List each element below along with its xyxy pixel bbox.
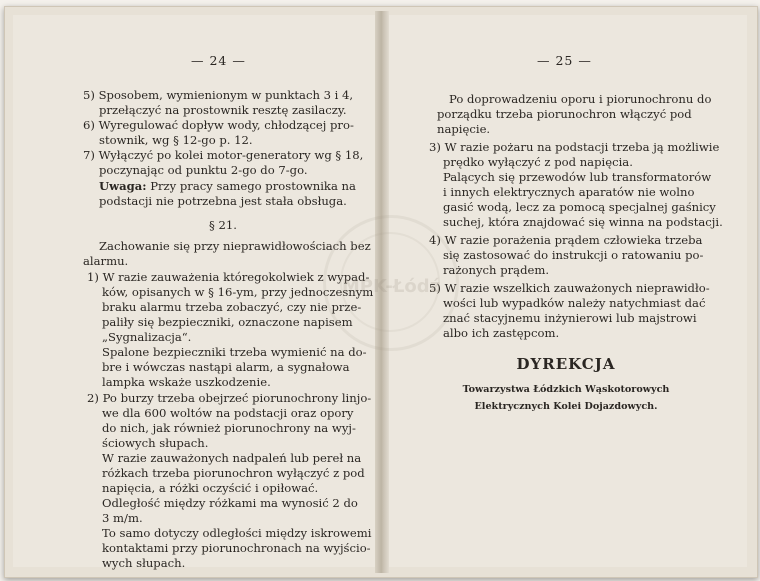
item-7-line2: poczynając od punktu 2-go do 7-go. xyxy=(99,163,308,177)
point1-line: bre i wówczas nastąpi alarm, a sygnałowa xyxy=(102,360,350,374)
point2-line: 2) Po burzy trzeba obejrzeć piorunochrony linjo- xyxy=(87,391,372,405)
continuation-line: napięcie. xyxy=(437,122,491,136)
watermark-stamp xyxy=(323,215,459,351)
item-5-line1: 5) Sposobem, wymienionym w punktach 3 i 4, xyxy=(83,88,354,102)
book-spread xyxy=(4,6,758,578)
note-line1 xyxy=(99,179,356,194)
point5-line: albo ich zastępcom. xyxy=(443,326,560,340)
page-number-left: — 24 — xyxy=(191,53,246,68)
note-line2: podstacji nie potrzebna jest stała obsługa. xyxy=(99,194,347,208)
point3-line: Palących się przewodów lub transformatorów xyxy=(443,170,712,184)
point1-line: ków, opisanych w § 16-ym, przy jednoczesnym xyxy=(102,285,374,299)
continuation-line: porządku trzeba piorunochron włączyć pod xyxy=(437,107,692,121)
point2-line: napięcia, a różki oczyścić i opiłować. xyxy=(102,481,319,495)
intro-line2: alarmu. xyxy=(83,254,129,268)
point1-line: braku alarmu trzeba zobaczyć, czy nie prze- xyxy=(102,300,362,314)
intro-line1: Zachowanie się przy nieprawidłowościach bez xyxy=(99,239,371,253)
point1-line: Spalone bezpieczniki trzeba wymienić na do- xyxy=(102,345,367,359)
note-label: Uwaga: xyxy=(99,179,147,193)
point2-line: we dla 600 woltów na podstacji oraz opory xyxy=(102,406,354,420)
point1-line: paliły się bezpieczniki, oznaczone napisem xyxy=(102,315,353,329)
point3-line: i innych elektrycznych aparatów nie wolno xyxy=(443,185,695,199)
point2-line: To samo dotyczy odległości między iskrowemi xyxy=(102,526,372,540)
note-text-1: Przy pracy samego prostownika na xyxy=(150,179,356,193)
item-6-line1: 6) Wyregulować dopływ wody, chłodzącej pro- xyxy=(83,118,354,132)
section-heading: § 21. xyxy=(209,218,237,232)
point3-line: gasić wodą, lecz za pomocą specjalnej gaśnicy xyxy=(443,200,716,214)
point2-line: wych słupach. xyxy=(102,556,186,570)
point4-line: rażonych prądem. xyxy=(443,263,550,277)
item-6-line2: stownik, wg § 12-go p. 12. xyxy=(99,133,253,147)
point2-line: ściowych słupach. xyxy=(102,436,209,450)
point1-line: „Sygnalizacja“. xyxy=(102,330,192,344)
point2-line: Odległość między różkami ma wynosić 2 do xyxy=(102,496,358,510)
point1-line: lampka wskaże uszkodzenie. xyxy=(102,375,271,389)
item-7-line1: 7) Wyłączyć po kolei motor-generatory wg § 18, xyxy=(83,148,364,162)
point2-line: W razie zauważonych nadpaleń lub pereł na xyxy=(102,451,362,465)
point4-line: się zastosować do instrukcji o ratowaniu po- xyxy=(443,248,704,262)
signature-title: DYREKCJA xyxy=(516,355,616,373)
page-number-right: — 25 — xyxy=(537,53,592,68)
item-5-line2: przełączyć na prostownik resztę zasilaczy. xyxy=(99,103,347,117)
point4-line: 4) W razie porażenia prądem człowieka trzeba xyxy=(429,233,703,247)
point2-line: kontaktami przy piorunochronach na wyjścio- xyxy=(102,541,371,555)
point3-line: suchej, która znajdować się winna na podstacji. xyxy=(443,215,723,229)
signature-line1: Towarzystwa Łódzkich Wąskotorowych xyxy=(462,384,670,395)
signature-line2: Elektrycznych Kolei Dojazdowych. xyxy=(474,401,658,412)
continuation-line: Po doprowadzeniu oporu i piorunochronu do xyxy=(449,92,712,106)
point2-line: różkach trzeba piorunochron wyłączyć z pod xyxy=(102,466,365,480)
point5-line: 5) W razie wszelkich zauważonych nieprawidło- xyxy=(429,281,710,295)
point3-line: prędko wyłączyć z pod napięcia. xyxy=(443,155,633,169)
point2-line: 3 m/m. xyxy=(102,511,143,525)
point2-line: do nich, jak również piorunochrony na wyj- xyxy=(102,421,356,435)
point3-line: 3) W razie pożaru na podstacji trzeba ją możliwie xyxy=(429,140,720,154)
point5-line: znać stacyjnemu inżynierowi lub majstrowi xyxy=(443,311,697,325)
point5-line: wości lub wypadków należy natychmiast dać xyxy=(443,296,706,310)
watermark-text: MPK-Łódź xyxy=(341,276,441,297)
point1-line: 1) W razie zauważenia któregokolwiek z wypad- xyxy=(87,270,370,284)
